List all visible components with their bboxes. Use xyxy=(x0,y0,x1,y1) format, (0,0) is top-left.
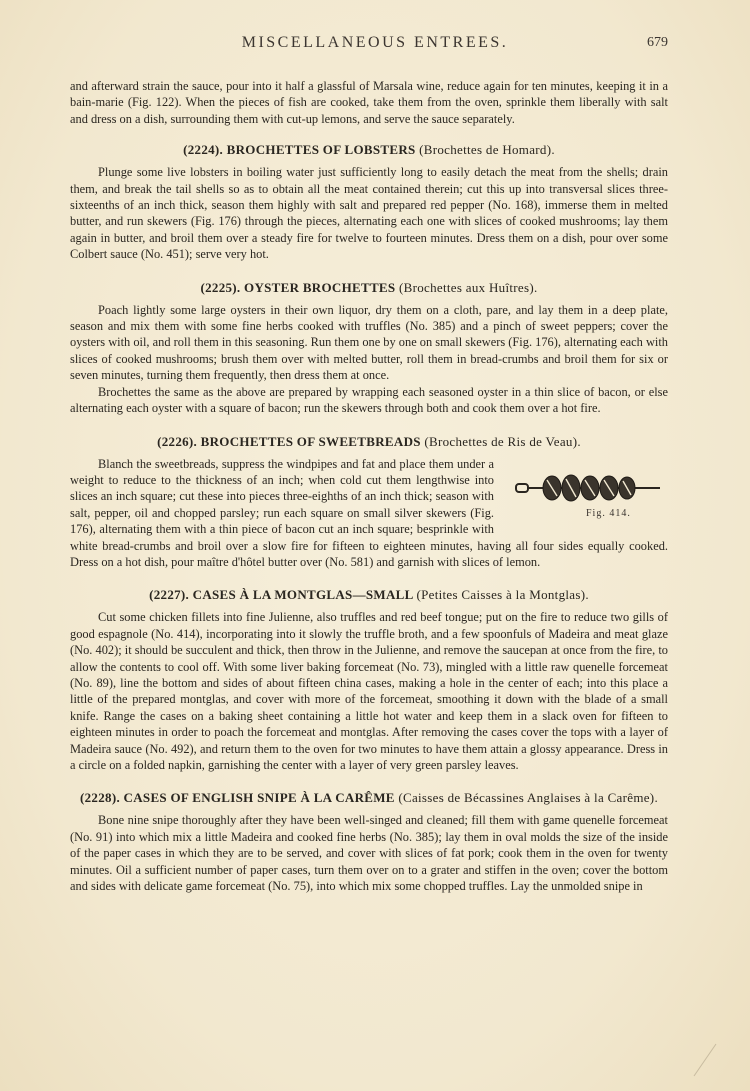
figure-skewer-illustration xyxy=(508,472,668,528)
section-french-title: (Petites Caisses à la Montglas). xyxy=(416,587,589,603)
section-title: (2225). OYSTER BROCHETTES xyxy=(200,279,396,295)
paragraph: Plunge some live lobsters in boiling water just sufficiently long to easily detach the meat from the shells; drain them, and break the tail shells so as to obtain all the meat contained therein; cut this up into transversal slices three-sixteenths of an inch thick, season them highly with salt and prepared red pepper (No. 168), immerse them in melted butter, and run skewers (Fig. 176) through the pieces, alternating each one with slices of cooked mushrooms; lay them again in butter, and broil them over a steady fire for twelve to fourteen minutes. Dress them on a dish, pour over some Colbert sauce (No. 451); serve very hot. xyxy=(70,165,668,262)
section-french-title: (Brochettes de Ris de Veau). xyxy=(424,433,581,449)
paragraph: Cut some chicken fillets into fine Julienne, also truffles and red beef tongue; put on the fire to reduce two gills of good espagnole (No. 414), incorporating into it slowly the truffle broth, and a few spoonfuls of Madeira and meat glaze (No. 402); it should be succulent and thick, then throw in the Julienne, and remove the saucepan at once from the fire, to allow the contents to cool off. With some liver baking forcemeat (No. 73), mingled with a little raw quenelle forcemeat (No. 89), line the bottom and sides of about fifteen china cases, making a hole in the center of each; into this place a little of the prepared montglas, and cover with more of the forcemeat, smoothing it down with the blade of a small knife. Range the cases on a baking sheet containing a little hot water and keep them in a slack oven for fifteen to eighteen minutes in order to poach the forcemeat and montglas. After removing the cases cover the tops with a layer of Madeira sauce (No. 492), and return them to the oven for two minutes to have them attain a glossy appearance. Dress in a circle on a folded napkin, garnishing the center with a layer of very green parsley leaves. xyxy=(70,610,668,772)
section-heading-2228 xyxy=(70,789,668,806)
running-title: MISCELLANEOUS ENTREES. xyxy=(241,34,509,51)
paragraph: Poach lightly some large oysters in their own liquor, dry them on a cloth, pare, and lay them in a deep plate, season and mix them with some fine herbs cooked with truffles (No. 385) and a pinch of sweet peppers; cover the oysters with oil, and roll them in this seasoning. Run them one by one on small skewers (Fig. 176), alternating each with slices of cooked mushrooms; brush them over with melted butter, roll them in bread-crumbs and broil them for six or seven minutes, turning them frequently, then dress them at once. xyxy=(70,302,668,383)
section-title: (2224). BROCHETTES OF LOBSTERS xyxy=(183,142,416,158)
section-heading-2224 xyxy=(70,141,668,158)
paper-mark-icon xyxy=(690,1040,720,1080)
section-heading-2227 xyxy=(70,586,668,603)
page-number: 679 xyxy=(647,35,668,50)
page-body xyxy=(70,78,668,894)
section-french-title: (Caisses de Bécassines Anglaises à la Carême). xyxy=(398,790,658,806)
paragraph: Brochettes the same as the above are prepared by wrapping each seasoned oyster in a thin slice of bacon, or else alternating each oyster with a square of bacon; run the skewers through both and cook them over a hot fire. xyxy=(70,384,668,416)
section-title: (2227). CASES À LA MONTGLAS—SMALL xyxy=(149,587,413,603)
running-head xyxy=(0,34,750,58)
section-heading-2225 xyxy=(70,279,668,296)
section-heading-2226 xyxy=(70,433,668,450)
paragraph: Blanch the sweetbreads, suppress the windpipes and fat and place them under a weight to reduce to the thickness of an inch; when cold cut them lengthwise into slices an inch square; cut these into pieces three-eighths of an inch thick; season with salt, pepper, oil and chopped parsley; run each square on small silver skewers (Fig. 176), alternating them with a thin piece of bacon cut an inch square; besprinkle with white bread-crumbs and broil over a slow fire for fifteen to eighteen minutes, having all four sides equally cooked. Dress on a hot dish, pour maître d'hôtel butter over (No. 581) and garnish with slices of lemon. xyxy=(70,456,668,569)
section-french-title: (Brochettes de Homard). xyxy=(419,142,555,158)
figure-caption: Fig. 414. xyxy=(586,507,631,519)
paragraph: Bone nine snipe thoroughly after they have been well-singed and cleaned; fill them with game quenelle forcemeat (No. 91) into which mix a little Madeira and cooked fine herbs (No. 385); lay them in oval molds the size of the inside of the paper cases in which they are to be served, and cover with slices of fat pork; cook them in the oven for twenty minutes. Oil a sufficient number of paper cases, turn them over on to a grater and stiffen in the oven; cover the bottom and sides with delicate game forcemeat (No. 75), into which mix some chopped truffles. Lay the unmolded snipe in xyxy=(70,813,668,894)
section-french-title: (Brochettes aux Huîtres). xyxy=(398,279,538,295)
skewer-icon xyxy=(514,472,664,506)
section-title: (2228). CASES OF ENGLISH SNIPE À LA CARÊME xyxy=(80,790,395,806)
section-title: (2226). BROCHETTES OF SWEETBREADS xyxy=(157,433,421,449)
intro-paragraph: and afterward strain the sauce, pour into it half a glassful of Marsala wine, reduce again for ten minutes, keeping it in a bain-marie (Fig. 122). When the pieces of fish are cooked, take them from the oven, sprinkle them liberally with salt and dress on a dish, surrounding them with cut-up lemons, and serve the sauce separately. xyxy=(70,79,668,126)
